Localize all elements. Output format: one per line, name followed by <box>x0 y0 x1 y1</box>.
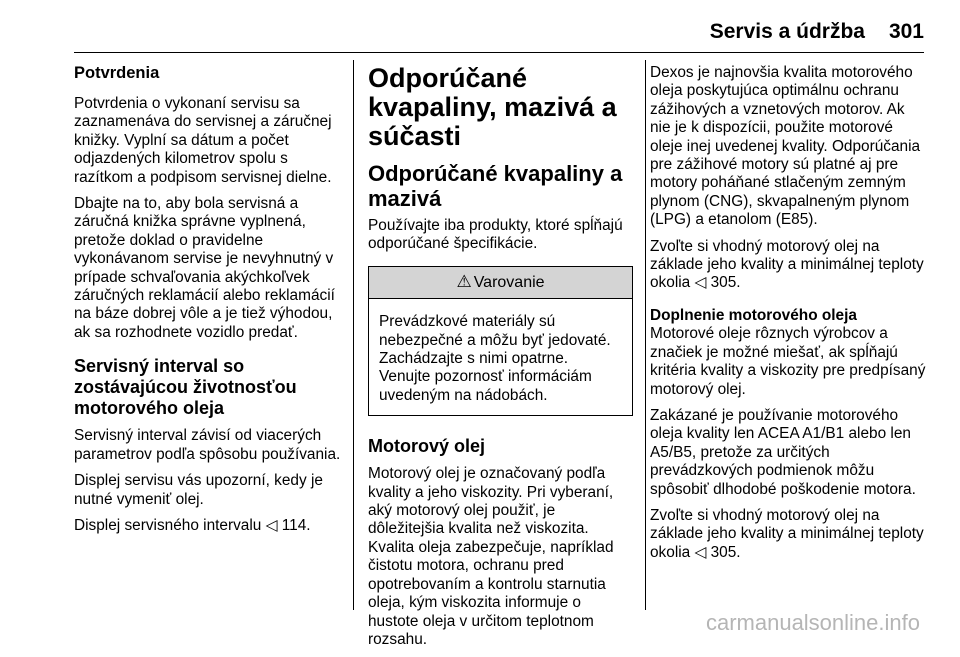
heading-oil-refill: Doplnenie motorového oleja <box>650 306 857 324</box>
main-heading: Odporúčané kvapaliny, mazivá a súčasti <box>368 63 617 151</box>
section-title: Servis a údržba <box>709 20 865 43</box>
paragraph-use-products: Používajte iba produkty, ktoré spĺňajú odporúčané špecifikácie. <box>368 217 623 253</box>
page-ref-icon: ◁ <box>265 516 278 534</box>
left-column <box>74 64 342 543</box>
warning-text: Prevádzkové materiály sú nebezpečné a môžu byť jedovaté. Zachádzajte s nimi opatrne. Venujte pozornosť informáciám uvedeným na nádobách. <box>379 313 611 404</box>
ref-text: Displej servisného intervalu <box>74 516 266 534</box>
paragraph-display-warn: Displej servisu vás upozorní, kedy je nutné vymeniť olej. <box>74 472 323 508</box>
page-ref-icon: ◁ <box>694 543 707 561</box>
paragraph-prohibited-oil: Zakázané je používanie motorového oleja kvality len ACEA A1/B1 alebo len A5/B5, pretože za určitých prevádzkových podmienok môžu spôsobiť dlhodobé poškodenie motora. <box>650 406 916 498</box>
heading-potvrdenia: Potvrdenia <box>74 64 160 82</box>
heading-motor-oil: Motorový olej <box>368 436 486 457</box>
paragraph-choose-oil-2 <box>650 507 928 562</box>
paragraph-choose-oil <box>650 238 928 293</box>
page-ref-link[interactable]: 114. <box>281 516 311 534</box>
warning-title: Varovanie <box>473 273 545 291</box>
watermark: carmanualsonline.info <box>705 610 920 635</box>
page-number: 301 <box>888 20 924 43</box>
paragraph-confirmations: Potvrdenia o vykonaní servisu sa zaznamenáva do servisnej a záručnej knižky. Vyplní sa dátum a počet odjazdených kilometrov spolu s razítkom a podpisom servisnej dielne. <box>74 95 332 186</box>
paragraph-service-book: Dbajte na to, aby bola servisná a záručná knižka správne vyplnená, pretože doklad o pravidelne vykonávanom servise je nevyhnutný v prípade schvaľovania akýchkoľvek záručných reklamácií alebo reklamácií na báze dobrej vôle a je tiež výhodou, ak sa rozhodnete vozidlo predať. <box>74 195 335 341</box>
warning-box <box>368 266 633 416</box>
page-ref-link[interactable]: 305. <box>710 274 741 292</box>
warning-triangle-icon: ⚠ <box>456 271 472 291</box>
column-divider-1 <box>353 60 354 610</box>
paragraph-mixing-oils: Motorové oleje rôznych výrobcov a značiek je možné miešať, ak spĺňajú kritéria kvality a viskozity pre predpísaný motorový olej. <box>650 325 926 398</box>
paragraph-interval-depends: Servisný interval závisí od viacerých parametrov podľa spôsobu používania. <box>74 427 341 463</box>
page-ref-link[interactable]: 305. <box>710 543 741 561</box>
middle-column <box>368 64 633 657</box>
page-ref-icon: ◁ <box>694 274 707 292</box>
right-column <box>650 64 928 570</box>
warning-header <box>369 267 632 299</box>
page-header <box>710 20 924 44</box>
paragraph-dexos: Dexos je najnovšia kvalita motorového oleja poskytujúca optimálnu ochranu zážihových a vznetových motorov. Ak nie je k dispozícii, použite motorové oleje inej uvedenej kvality. Odporúčania pre zážihové motory sú platné aj pre motory poháňané stlačeným zemným plynom (CNG), skvapalneným plynom (LPG) a etanolom (E85). <box>650 64 921 229</box>
subheading-fluids: Odporúčané kvapaliny a mazivá <box>368 161 623 211</box>
header-rule <box>74 52 924 53</box>
heading-service-interval: Servisný interval so zostávajúcou životnosťou motorového oleja <box>74 356 297 419</box>
ref-text: Zvoľte si vhodný motorový olej na základe jeho kvality a minimálnej teploty okolia <box>650 237 924 292</box>
ref-text: Zvoľte si vhodný motorový olej na základe jeho kvality a minimálnej teploty okolia <box>650 506 924 561</box>
paragraph-display-ref <box>74 517 342 535</box>
paragraph-motor-oil: Motorový olej je označovaný podľa kvality a jeho viskozity. Pri vyberaní, aký motorový olej použiť, je dôležitejšia kvalita než viskozita. Kvalita oleja zabezpečuje, napríklad čistotu motora, ochranu pred opotrebovaním a kontrolu starnutia oleja, kým viskozita informuje o hustote oleja v určitom teplotnom rozsahu. <box>368 465 614 648</box>
column-divider-2 <box>645 60 646 610</box>
